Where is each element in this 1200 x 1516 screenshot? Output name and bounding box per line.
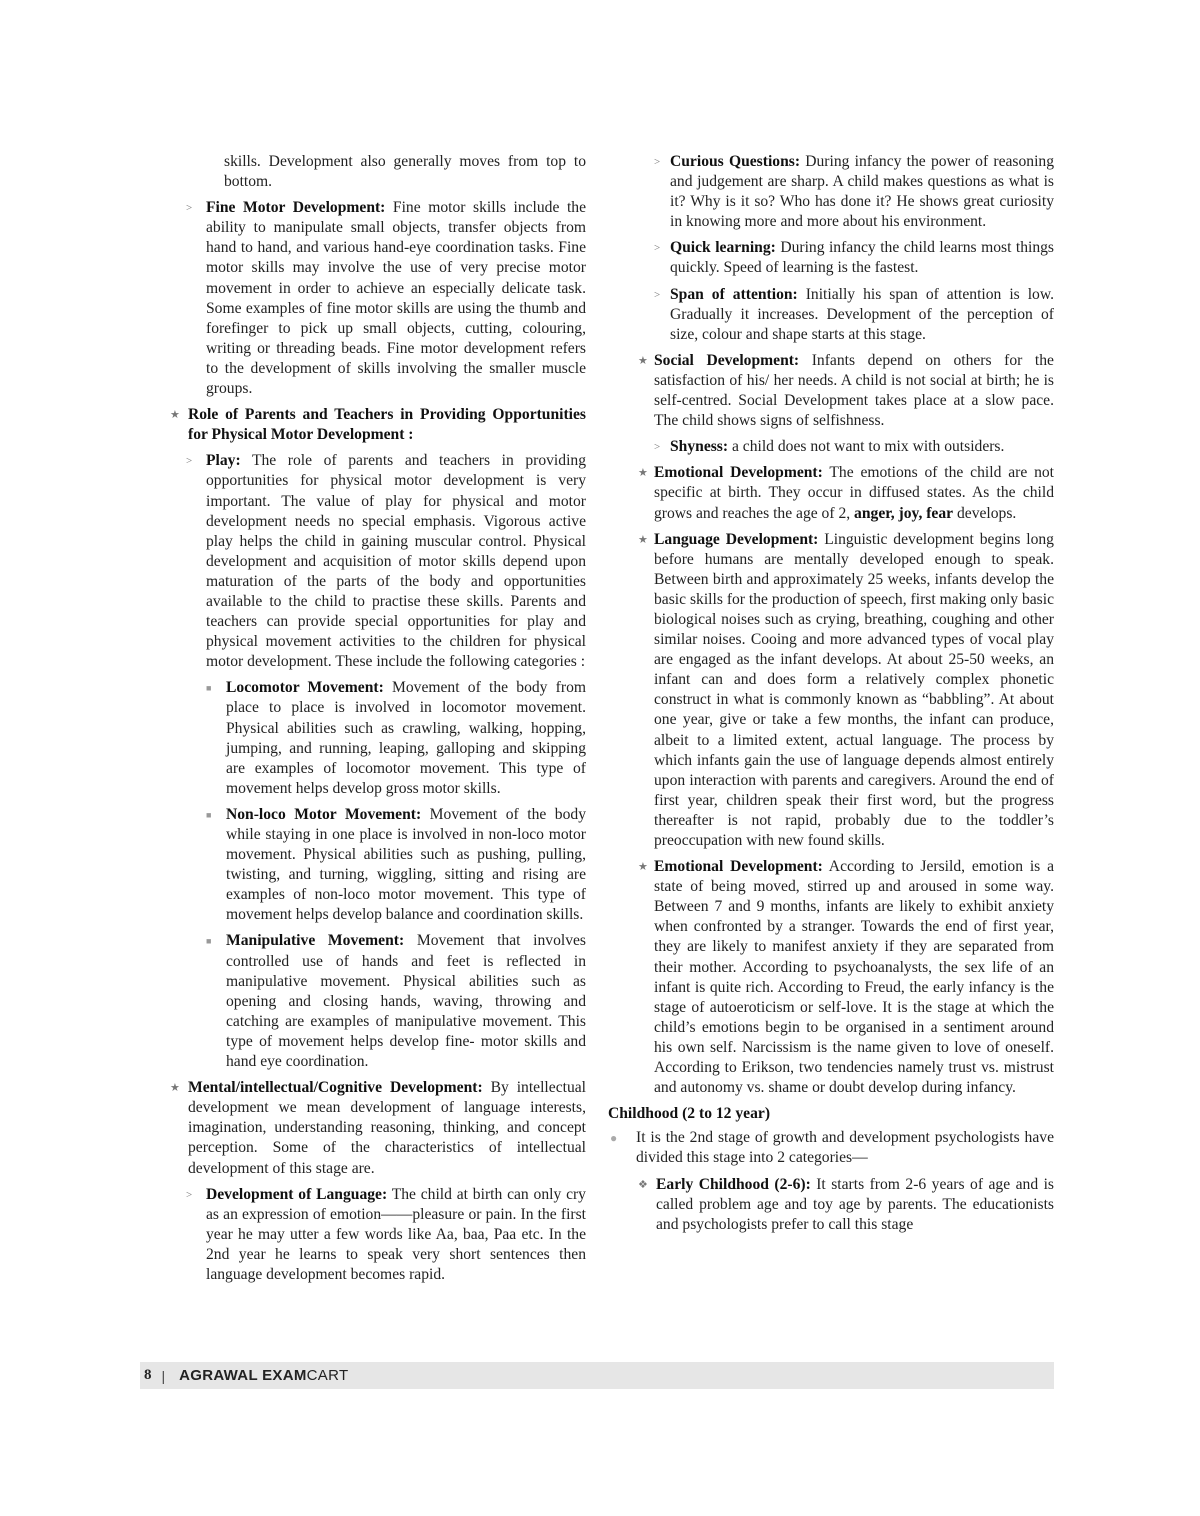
dot-bullet-icon: ●	[610, 1131, 618, 1146]
fine-motor-title: Fine Motor Development:	[206, 199, 386, 217]
star-bullet-icon: ★	[170, 1082, 180, 1095]
early-childhood-item	[608, 1175, 1054, 1235]
star-bullet-icon: ★	[638, 467, 648, 480]
square-bullet-icon: ■	[206, 936, 212, 947]
curious-title: Curious Questions:	[670, 153, 801, 170]
shyness-item	[608, 437, 1054, 457]
social-title: Social Development:	[654, 351, 800, 369]
quick-title: Quick learning:	[670, 239, 776, 257]
social-text: Infants depend on others for the satisfaction of his/ her needs. A child is not social at birth; he is self-centred. Social Development takes place at a slow pace. The child shows signs of selfishness.	[654, 351, 1054, 430]
language-dev-title: Development of Language:	[206, 1185, 388, 1203]
early-text: It starts from 2-6 years of age and is called problem age and toy age by parents. The educationists and psychologists prefer to call this stage	[656, 1175, 1054, 1233]
early-title: Early Childhood (2-6):	[656, 1175, 811, 1193]
language-dev-text: The child at birth can only cry as an expression of emotion——pleasure or pain. In the first year he may utter a few words like Aa, baa, Paa etc. In the 2nd year he learns to speak very short sentences then language development becomes rapid.	[206, 1185, 586, 1283]
star-bullet-icon: ★	[638, 533, 648, 546]
star-bullet-icon: ★	[638, 861, 648, 874]
span-text: Initially his span of attention is low. Gradually it increases. Development of the perception of size, colour and shape starts at this stage.	[670, 285, 1054, 343]
locomotor-item	[168, 678, 586, 799]
manipulative-title: Manipulative Movement:	[226, 932, 405, 950]
square-bullet-icon: ■	[206, 809, 212, 820]
role-title: Role of Parents and Teachers in Providing Opportunities for Physical Motor Development :	[188, 406, 586, 444]
language-item	[608, 530, 1054, 852]
brand-light: CART	[306, 1367, 349, 1384]
emotional1-item	[608, 463, 1054, 523]
star-bullet-icon: ★	[170, 409, 180, 422]
curious-item	[608, 152, 1054, 232]
arrow-bullet-icon: >	[186, 202, 193, 215]
mental-text: By intellectual development we mean development of language interests, imagination, understanding reasoning, thinking, and concept perception. Some of the characteristics of intellectual development of this stage are.	[188, 1079, 586, 1177]
square-bullet-icon: ■	[206, 683, 212, 694]
emotional1-bold-tail: anger, joy, fear	[854, 504, 954, 522]
childhood-heading: Childhood (2 to 12 year)	[608, 1105, 771, 1123]
brand-bold: AGRAWAL EXAM	[179, 1367, 307, 1384]
language-text: Linguistic development begins long before humans are mentally developed enough to speak. Between birth and approximately 25 weeks, infants develop the basic skills for the production of speech, first making only basic biological noises such as crying, breathing, coughing and other similar noises. Cooing and more advanced types of vocal play are engaged as the infant develops. At about 25-50 weeks, an infant can and does form a relatively complex phonetic construct in what is commonly known as “babbling”. At about one year, give or take a few months, the infant can produce, albeit to a limited extent, actual language. The process by which infants gain the use of language depends almost entirely upon interaction with parents and caregivers. Around the end of first year, children speak their first word, but the progress thereafter is not rapid, probably due to the toddler’s preoccupation with new found skills.	[654, 530, 1054, 849]
role-heading-item	[168, 405, 586, 445]
mental-item	[168, 1078, 586, 1178]
nonloco-text: Movement of the body while staying in one place is involved in non-loco motor movement. Physical abilities such as pushing, pulling, twisting, and turning, wiggling, sitting and rising are examples of non-loco motor movement. This type of movement helps develop balance and coordination skills.	[226, 805, 586, 924]
social-item	[608, 351, 1054, 431]
language-dev-item	[168, 1185, 586, 1285]
emotional1-title: Emotional Development:	[654, 464, 823, 482]
arrow-bullet-icon: >	[654, 288, 661, 301]
fine-motor-item	[168, 198, 586, 399]
childhood-stage-text: It is the 2nd stage of growth and development psychologists have divided this stage into 2 categories—	[636, 1129, 1054, 1167]
manipulative-text: Movement that involves controlled use of hands and feet is reflected in manipulative movement. Physical abilities such as opening and closing hands, waving, throwing and catching are examples of manipulative movement. This type of movement helps develop fine- motor skills and hand eye coordination.	[226, 932, 587, 1071]
emotional2-text: According to Jersild, emotion is a state of being moved, stirred up and aroused in some way. Between 7 and 9 months, infants are likely to exhibit anxiety when confronted by a stranger. Towards the end of first year, they are likely to manifest anxiety if they are separated from their mother. According to psychoanalysts, the sex life of an infant is quite rich. According to Freud, the early infancy is the stage of autoeroticism or self-love. It is the stage at which the child’s emotions begin to be organised in a sentiment around his own self. Narcissism is the name given to love of oneself. According to Erikson, two tendencies namely trust vs. mistrust and autonomy vs. shame or doubt develop during infancy.	[654, 858, 1054, 1097]
locomotor-title: Locomotor Movement:	[226, 679, 384, 697]
language-title: Language Development:	[654, 530, 819, 548]
arrow-bullet-icon: >	[654, 156, 661, 168]
emotional2-item	[608, 857, 1054, 1098]
locomotor-text: Movement of the body from place to place is involved in locomotor movement. Physical abilities such as crawling, walking, hopping, jumping, and running, leaping, galloping and skipping are examples of locomotor movement. This type of movement helps develop gross motor skills.	[226, 679, 586, 797]
emotional1-tail: develops.	[953, 504, 1017, 522]
page-number: 8	[144, 1367, 152, 1383]
span-item	[608, 285, 1054, 345]
quick-item	[608, 238, 1054, 278]
arrow-bullet-icon: >	[186, 1188, 193, 1201]
nonloco-title: Non-loco Motor Movement:	[226, 805, 422, 823]
emotional1-text: The emotions of the child are not specific at birth. They occur in diffused states. As the child grows and reaches the age of 2,	[654, 464, 1054, 522]
span-title: Span of attention:	[670, 285, 798, 303]
shyness-title: Shyness:	[670, 438, 729, 456]
left-column	[168, 152, 586, 1291]
footer-separator: |	[161, 1367, 166, 1384]
curious-text: During infancy the power of reasoning and judgement are sharp. A child makes questions as what is it? Why is it so? Who has done it? He shows great curiosity in knowing more and more about his environment.	[670, 153, 1054, 231]
page-footer	[140, 1362, 1054, 1389]
arrow-bullet-icon: >	[654, 242, 661, 255]
arrow-bullet-icon: >	[186, 455, 193, 468]
arrow-bullet-icon: >	[654, 441, 661, 454]
right-column	[608, 152, 1054, 1241]
mental-title: Mental/intellectual/Cognitive Development:	[188, 1079, 483, 1097]
emotional2-title: Emotional Development:	[654, 858, 823, 876]
fine-motor-text: Fine motor skills include the ability to manipulate small objects, transfer objects from hand to hand, and various hand-eye coordination tasks. Fine motor skills may involve the use of very precise motor movement in order to achieve an especially delicate task. Some examples of fine motor skills are using the thumb and forefinger to pick up small objects, cutting, colouring, writing or threading beads. Fine motor development refers to the development of skills involving the smaller muscle groups.	[206, 199, 586, 398]
play-title: Play:	[206, 452, 241, 470]
quick-text: During infancy the child learns most things quickly. Speed of learning is the fastest.	[670, 239, 1055, 277]
intro-paragraph: skills. Development also generally moves from top to bottom.	[224, 153, 586, 191]
star-bullet-icon: ★	[638, 354, 648, 367]
brand-logo	[179, 1367, 348, 1384]
childhood-stage-item	[608, 1128, 1054, 1168]
manipulative-item	[168, 931, 586, 1072]
nonloco-item	[168, 805, 586, 926]
play-item	[168, 451, 586, 672]
play-text: The role of parents and teachers in providing opportunities for physical motor development is very important. The value of play for physical and motor development needs no special emphasis. Vigorous active play helps the child in gaining muscular control. Physical development and acquisition of motor skills depend upon maturation of the parts of the body and opportunities available to the child to practise these skills. Parents and teachers can provide special opportunities for play and physical movement activities to the children for physical motor development. These include the following categories :	[206, 452, 586, 671]
diamond-bullet-icon: ❖	[638, 1178, 648, 1191]
shyness-text: a child does not want to mix with outsiders.	[728, 438, 1005, 456]
